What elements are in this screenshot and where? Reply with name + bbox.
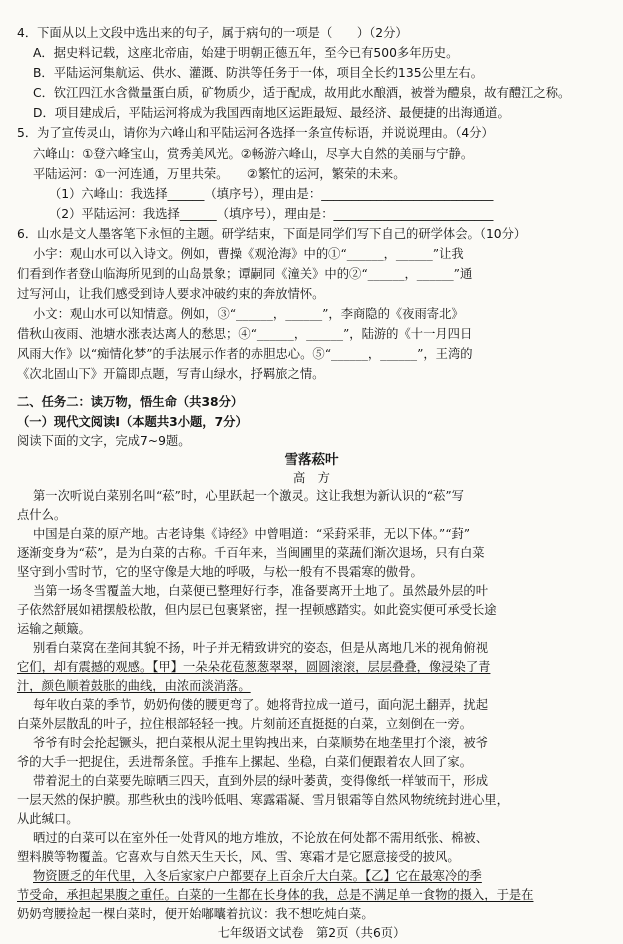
- article-line: 带着泥土的白菜要先晾晒三四天，直到外层的绿叶萎黄，变得像纸一样皱而干，形成: [33, 774, 488, 788]
- article-author: 高 方: [293, 471, 330, 485]
- article-line: 别看白菜窝在垄间其貌不扬，叶子并无精致讲究的姿态，但是从离地几米的视角俯视: [33, 641, 488, 655]
- q5-pinglu-slogans: 平陆运河：①一河连通，万里共荣。 ②繁忙的运河，繁荣的未来。: [33, 167, 406, 181]
- q6-line: 过写河山，让我们感受到诗人要求冲破约束的奔放情怀。: [17, 287, 325, 301]
- q6-line: 《次北固山下》开篇即点题，写青山绿水，抒羁旅之情。: [17, 367, 325, 381]
- q5-answer-1: （1）六峰山：我选择______（填序号），理由是：____________________________: [49, 187, 494, 201]
- article-line: 奶奶弯腰捡起一棵白菜时，便开始嘟囔着抗议：我不想吃炖白菜。: [17, 907, 374, 921]
- q6-line: 小文：观山水可以知情意。例如，③“______，______”，李商隐的《夜雨寄北》: [33, 307, 464, 321]
- article-line: 第一次听说白菜别名叫“菘”时，心里跃起一个激灵。这让我想为新认识的“菘”写: [33, 489, 464, 503]
- q6-line: 借秋山夜雨、池塘水涨表达离人的愁思；④“______，______”，陆游的《十一月四日: [17, 327, 473, 341]
- q6-line: 们看到作者登山临海所见到的山岛景象；谭嗣同《潼关》中的②“______，______”通: [17, 267, 473, 281]
- article-line: 逐渐变身为“菘”，是为白菜的古称。千百年来，当闽圃里的菜蔬们渐次退场，只有白菜: [17, 546, 485, 560]
- q4-option-a: A．据史料记载，这座北帝庙，始建于明朝正德五年，至今已有500多年历史。: [33, 46, 459, 60]
- q4-option-c: C．钦江四江水含微量蛋白质，矿物质少，适于配成，故用此水酿酒，被誉为醴泉，故有醴江之称。: [33, 86, 571, 100]
- q4-option-d: D．项目建成后，平陆运河将成为我国西南地区运距最短、最经济、最便捷的出海通道。: [33, 106, 510, 120]
- reading-instruction: 阅读下面的文字，完成7~9题。: [17, 434, 191, 448]
- page-footer: 七年级语文试卷 第2页（共6页）: [217, 926, 406, 940]
- article-line-underlined-yi: 节受命，承担起果腹之重任。白菜的一生都在长身体的我，总是不满足单一食物的摄入，于是在: [17, 888, 534, 902]
- section-heading: 二、任务二：读万物，悟生命（共38分）: [17, 395, 244, 409]
- article-title: 雪落菘叶: [284, 452, 339, 468]
- q5-liufeng-slogans: 六峰山：①登六峰宝山，赏秀美风光。②畅游六峰山，尽享大自然的美丽与宁静。: [33, 147, 474, 161]
- article-line: 白菜外层散乱的叶子，拉住根部轻轻一拽。片刻前还直挺挺的白菜，立刻倒在一旁。: [17, 717, 472, 731]
- article-line-underlined-yi: 物资匮乏的年代里，入冬后家家户户都要存上百余斤大白菜。【乙】它在最寒冷的季: [33, 869, 482, 883]
- article-line: 运输之颠簸。: [17, 622, 91, 636]
- q5-stem: 5．为了宣传灵山，请你为六峰山和平陆运河各选择一条宣传标语，并说说理由。（4分）: [17, 126, 494, 140]
- q5-answer-2: （2）平陆运河：我选择______（填序号），理由是：__________________________: [49, 207, 494, 221]
- q6-stem: 6．山水是文人墨客笔下永恒的主题。研学结束，下面是同学们写下自己的研学体会。（10分）: [17, 227, 527, 241]
- article-line-underlined-jia: 汁，颜色顺着鼓胀的曲线，由浓而淡消落。: [17, 679, 251, 693]
- article-line: 塑料膜等物覆盖。它喜欢与自然天生天长，风、雪、寒霜才是它愿意接受的披风。: [17, 850, 460, 864]
- article-line: 从此缄口。: [17, 812, 79, 826]
- q4-option-b: B．平陆运河集航运、供水、灌溉、防洪等任务于一体，项目全长约135公里左右。: [33, 66, 484, 80]
- subsection-heading: （一）现代文阅读Ⅰ（本题共3小题，7分）: [17, 415, 248, 429]
- q6-line: 风雨大作》以“痴情化梦”的手法展示作者的赤胆忠心。⑤“______，______”，王湾的: [17, 347, 473, 361]
- q4-stem: 4．下面从以上文段中选出来的句子，属于病句的一项是（ ）（2分）: [17, 26, 408, 40]
- article-line: 中国是白菜的原产地。古老诗集《诗经》中曾唱道：“采葑采菲，无以下体。”“葑”: [33, 527, 471, 541]
- article-line-underlined-jia: 它们，却有震撼的观感。【甲】一朵朵花苞葱葱翠翠，圆圆滚滚，层层叠叠，像浸染了青: [17, 660, 491, 674]
- article-line: 点什么。: [17, 508, 67, 522]
- article-line: 爷的大手一把捉住，丢进帮条筐。手推车上摞起、坐稳，白菜们便跟着农人回了家。: [17, 755, 472, 769]
- article-line: 每年收白菜的季节，奶奶佝偻的腰更弯了。她将背拉成一道弓，面向泥土翻弄，扰起: [33, 698, 488, 712]
- article-line: 晒过的白菜可以在室外任一处背风的地方堆放，不论放在何处都不需用纸张、棉被、: [33, 831, 488, 845]
- article-line: 子依然舒展如裙摆般松散，但内层已包裹紧密，捏一捏顿感踏实。如此瓷实便可承受长途: [17, 603, 497, 617]
- article-line: 坚守到小雪时节，它的坚守像是大地的呼吸，与松一般有不畏霜寒的傲骨。: [17, 565, 423, 579]
- article-line: 当第一场冬雪覆盖大地，白菜便已整理好行李，准备要离开土地了。虽然最外层的叶: [33, 584, 488, 598]
- article-line: 爷爷有时会抡起镢头，把白菜根从泥土里钩拽出来，白菜顺势在地垄里打个滚，被爷: [33, 736, 488, 750]
- article-line: 一层天然的保护膜。那些秋虫的浅吟低唱、寒露霜凝、雪月银霜等自然风物统统封进心里，: [17, 793, 509, 807]
- q6-line: 小宇：观山水可以入诗文。例如，曹操《观沧海》中的①“______，______”让我: [33, 247, 464, 261]
